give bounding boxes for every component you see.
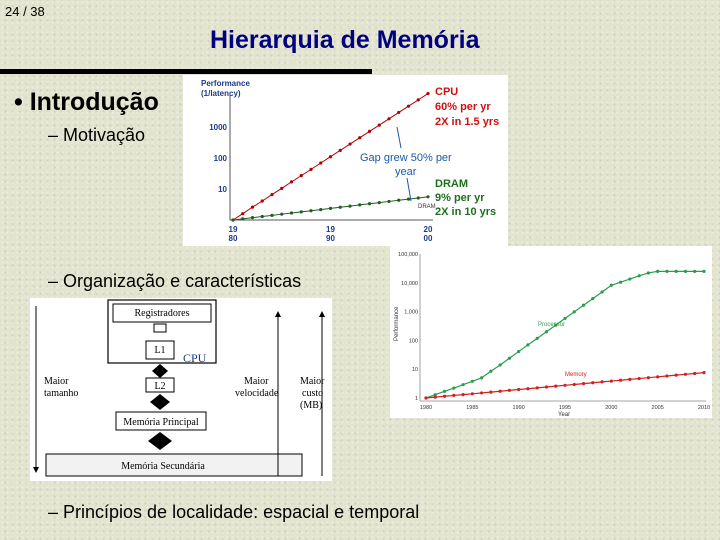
- chart2-point-memory: [702, 371, 705, 374]
- chart1-point-dram: [309, 209, 312, 212]
- chart2-point-processor: [573, 310, 576, 313]
- dram-annotation-doubling: 2X in 10 yrs: [435, 206, 497, 218]
- sub-bullet-organizacao: – Organização e características: [48, 271, 302, 291]
- chart1-point-cpu: [417, 98, 420, 101]
- chart1-point-dram: [397, 199, 400, 202]
- gap-arrow-down: [407, 178, 411, 201]
- sub-bullet-principios: – Princípios de localidade: espacial e temporal: [48, 502, 420, 522]
- chart2-xtick-3: 1995: [558, 405, 572, 411]
- chart2-ylabel: Performance: [394, 306, 400, 341]
- l2-label: L2: [154, 381, 166, 392]
- secondary-memory-label: Memória Secundária: [121, 461, 205, 472]
- gap-arrow-up: [397, 127, 401, 148]
- l2-main-arrow-down: [150, 402, 170, 410]
- chart2-point-processor: [638, 274, 641, 277]
- memory-series-label: Memory: [565, 372, 587, 378]
- chart1-point-cpu: [358, 136, 361, 139]
- chart2-xtick-6: 2010: [697, 405, 711, 411]
- cost-label-line3: (MB): [300, 400, 323, 411]
- chart1-point-dram: [358, 203, 361, 206]
- chart1-xtick-2-b: 00: [423, 234, 433, 243]
- chart2-xtick-2: 1990: [512, 405, 525, 411]
- cpu-annotation-rate: 60% per yr: [435, 101, 491, 113]
- chart2-point-memory: [424, 396, 427, 399]
- chart1-point-cpu: [300, 174, 303, 177]
- memory-hierarchy-svg: [30, 298, 332, 481]
- chart1-point-dram: [348, 204, 351, 207]
- chart2-point-memory: [452, 394, 455, 397]
- cpu-dram-performance-chart: [183, 75, 508, 246]
- chart1-point-dram: [290, 211, 293, 214]
- chart1-point-dram: [426, 195, 429, 198]
- chart1-point-dram: [378, 201, 381, 204]
- chart2-point-processor: [582, 304, 585, 307]
- chart1-ytick-0: 1000: [209, 123, 227, 132]
- chart2-point-memory: [656, 375, 659, 378]
- chart1-point-dram: [280, 213, 283, 216]
- chart1-point-dram: [241, 217, 244, 220]
- chart2-point-memory: [461, 393, 464, 396]
- chart2-xtick-0: 1980: [419, 405, 433, 411]
- chart2-point-processor: [489, 370, 492, 373]
- main-secondary-arrow-down: [148, 441, 172, 450]
- chart2-point-memory: [499, 390, 502, 393]
- chart2-point-processor: [619, 281, 622, 284]
- chart2-xtick-1: 1985: [466, 405, 479, 411]
- chart2-point-memory: [665, 374, 668, 377]
- dram-annotation-title: DRAM: [435, 178, 468, 190]
- l1-l2-arrow-down: [152, 371, 168, 378]
- chart2-ytick-4: 10: [411, 367, 418, 374]
- chart2-point-processor: [610, 284, 613, 287]
- chart2-point-processor: [471, 380, 474, 383]
- chart1-ytick-1: 100: [213, 154, 227, 163]
- chart2-point-memory: [610, 379, 613, 382]
- chart1-point-dram: [251, 216, 254, 219]
- chart2-point-processor: [656, 270, 659, 273]
- speed-label-line1: Maior: [244, 376, 269, 387]
- chart1-point-dram: [231, 218, 234, 221]
- cpu-annotation-doubling: 2X in 1.5 yrs: [435, 116, 500, 128]
- chart1-xtick-0-b: 80: [228, 234, 238, 243]
- cost-label-line2: custo: [302, 388, 324, 399]
- chart2-point-processor: [545, 330, 548, 333]
- chart1-point-cpu: [407, 105, 410, 108]
- chart2-ytick-2: 1,000: [404, 309, 418, 316]
- chart2-point-processor: [452, 387, 455, 390]
- chart1-point-cpu: [290, 180, 293, 183]
- chart1-point-dram: [339, 206, 342, 209]
- chart2-point-memory: [573, 383, 576, 386]
- chart1-point-cpu: [241, 212, 244, 215]
- chart2-point-memory: [591, 381, 594, 384]
- chart2-point-memory: [554, 385, 557, 388]
- bullet-introducao: • Introdução: [14, 88, 159, 116]
- chart2-xtick-4: 2000: [605, 405, 618, 411]
- l1-l2-arrow-up: [152, 364, 168, 371]
- chart2-series-line-processor: [426, 271, 704, 398]
- chart1-point-cpu: [309, 168, 312, 171]
- cpu-label: CPU: [183, 351, 207, 365]
- main-memory-label: Memória Principal: [123, 417, 199, 428]
- chart2-point-memory: [517, 388, 520, 391]
- chart2-point-memory: [563, 384, 566, 387]
- l1-label: L1: [154, 345, 166, 356]
- chart1-point-cpu: [339, 149, 342, 152]
- chart2-point-processor: [517, 350, 520, 353]
- chart2-xtick-5: 2005: [651, 405, 664, 411]
- chart2-point-memory: [600, 380, 603, 383]
- registers-label: Registradores: [134, 308, 190, 319]
- chart1-point-cpu: [387, 117, 390, 120]
- cost-label-line1: Maior: [300, 376, 325, 387]
- chart2-point-processor: [461, 383, 464, 386]
- gap-annotation-line1: Gap grew 50% per: [360, 152, 452, 164]
- chart2-point-processor: [499, 363, 502, 366]
- slide-title: Hierarquia de Memória: [210, 26, 480, 54]
- chart2-ytick-0: 100,000: [398, 252, 418, 258]
- dram-annotation-rate: 9% per yr: [435, 192, 485, 204]
- chart2-point-memory: [480, 391, 483, 394]
- cpu-dram-chart-svg: [183, 75, 508, 246]
- chart2-point-memory: [545, 385, 548, 388]
- chart2-point-memory: [638, 377, 641, 380]
- cpu-annotation-title: CPU: [435, 86, 459, 98]
- chart1-point-dram: [417, 196, 420, 199]
- chart1-point-dram: [319, 208, 322, 211]
- dram-small-label: DRAM: [418, 204, 436, 210]
- processor-memory-chart: [390, 246, 712, 418]
- chart2-point-memory: [443, 395, 446, 398]
- chart1-ytick-2: 10: [218, 185, 227, 194]
- chart1-point-cpu: [319, 161, 322, 164]
- chart1-point-cpu: [378, 124, 381, 127]
- chart2-point-processor: [443, 390, 446, 393]
- chart2-point-memory: [471, 392, 474, 395]
- chart1-point-dram: [387, 200, 390, 203]
- chart2-point-memory: [536, 386, 539, 389]
- chart2-point-processor: [563, 317, 566, 320]
- chart1-point-cpu: [329, 155, 332, 158]
- chart2-point-processor: [536, 337, 539, 340]
- chart2-point-processor: [647, 271, 650, 274]
- chart1-point-dram: [329, 207, 332, 210]
- chart1-point-cpu: [368, 130, 371, 133]
- chart1-point-cpu: [280, 187, 283, 190]
- chart2-point-processor: [675, 270, 678, 273]
- chart1-xtick-2-a: 20: [423, 225, 433, 234]
- chart1-xtick-1-b: 90: [326, 234, 335, 243]
- size-label-line1: Maior: [44, 376, 69, 387]
- chart2-ytick-3: 100: [408, 338, 418, 345]
- chart1-point-dram: [261, 215, 264, 218]
- slide-number: 24 / 38: [5, 4, 45, 19]
- chart2-point-processor: [665, 270, 668, 273]
- title-underline: [0, 69, 372, 74]
- registers-connector: [154, 324, 166, 332]
- chart2-point-processor: [591, 297, 594, 300]
- chart1-point-dram: [407, 198, 410, 201]
- chart2-point-processor: [508, 357, 511, 360]
- chart1-point-dram: [300, 210, 303, 213]
- chart2-point-processor: [702, 270, 705, 273]
- main-secondary-arrow-up: [148, 432, 172, 441]
- gap-annotation-line2: year: [395, 166, 417, 178]
- speed-label-line2: velocidade: [235, 388, 279, 399]
- chart2-point-memory: [526, 387, 529, 390]
- chart1-xtick-0-a: 19: [228, 225, 238, 234]
- chart2-point-memory: [582, 382, 585, 385]
- chart2-point-memory: [684, 373, 687, 376]
- chart2-point-processor: [480, 376, 483, 379]
- chart1-point-cpu: [348, 142, 351, 145]
- chart2-point-memory: [619, 379, 622, 382]
- chart2-point-memory: [675, 374, 678, 377]
- chart1-point-cpu: [270, 193, 273, 196]
- chart2-point-memory: [434, 396, 437, 399]
- chart2-ytick-1: 10,000: [401, 280, 418, 287]
- chart1-point-cpu: [251, 206, 254, 209]
- chart2-point-processor: [600, 290, 603, 293]
- chart1-ylabel-line1: Performance: [201, 79, 250, 88]
- chart2-point-memory: [693, 372, 696, 375]
- memory-hierarchy-diagram: [30, 298, 332, 481]
- chart1-xtick-1-a: 19: [326, 225, 335, 234]
- chart2-point-memory: [489, 391, 492, 394]
- chart2-point-memory: [508, 389, 511, 392]
- processor-memory-chart-svg: [390, 246, 712, 418]
- chart1-point-cpu: [426, 92, 429, 95]
- chart1-point-dram: [368, 202, 371, 205]
- chart2-point-processor: [526, 343, 529, 346]
- chart1-point-cpu: [261, 199, 264, 202]
- chart2-point-memory: [628, 378, 631, 381]
- chart2-point-memory: [647, 376, 650, 379]
- chart1-point-dram: [270, 214, 273, 217]
- l2-main-arrow-up: [150, 394, 170, 402]
- chart1-point-cpu: [397, 111, 400, 114]
- chart2-ytick-5: 1: [414, 396, 418, 402]
- chart2-point-processor: [693, 270, 696, 273]
- chart2-point-processor: [628, 277, 631, 280]
- sub-bullet-motivacao: – Motivação: [48, 125, 146, 145]
- chart2-point-processor: [684, 270, 687, 273]
- chart1-ylabel-line2: (1/latency): [201, 89, 241, 98]
- size-label-line2: tamanho: [44, 388, 79, 399]
- chart2-xlabel: Year: [558, 412, 571, 418]
- processor-series-label: Processor: [538, 322, 566, 328]
